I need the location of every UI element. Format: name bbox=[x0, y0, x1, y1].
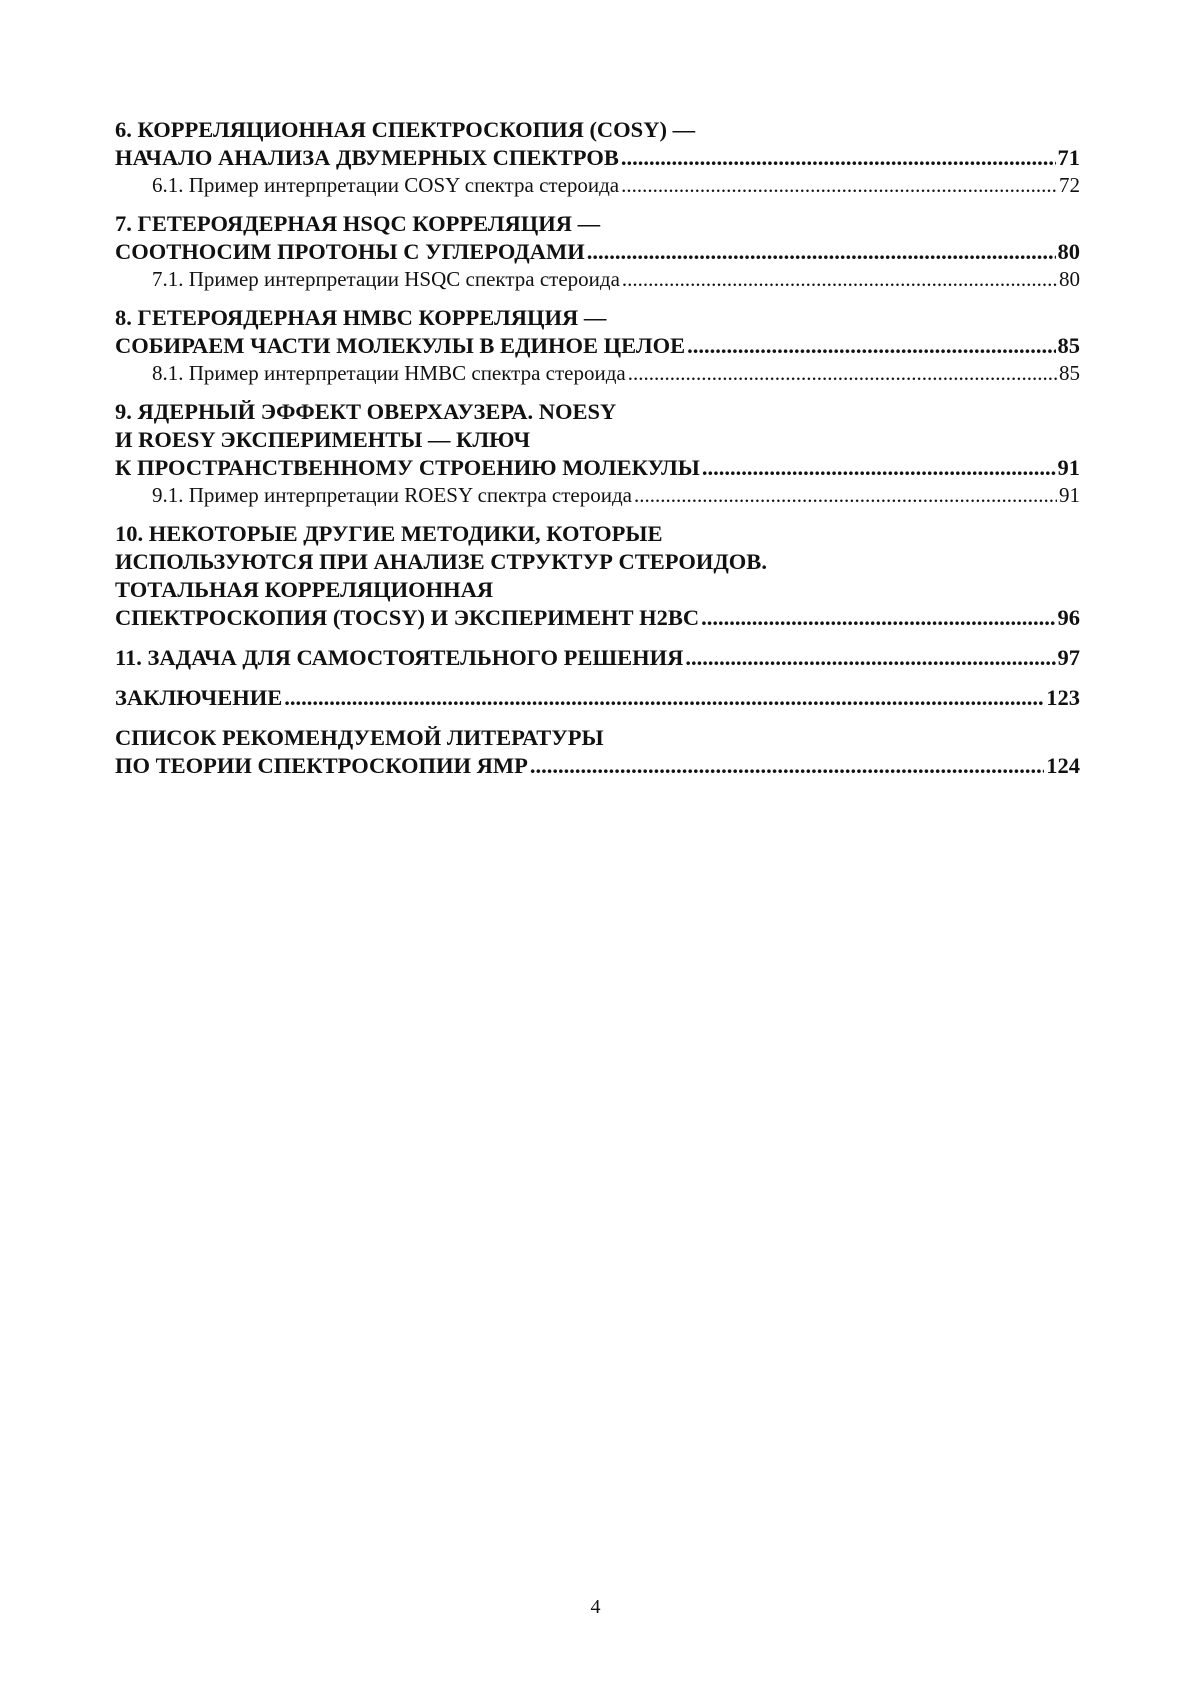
dot-leader bbox=[701, 604, 1055, 632]
toc-chapter-8-title-line-2[interactable] bbox=[115, 332, 1080, 360]
toc-section-6-1-title: 6.1. Пример интерпретации COSY спектра стероида bbox=[152, 173, 620, 197]
dot-leader bbox=[685, 644, 1055, 672]
toc-section-9-1[interactable] bbox=[115, 482, 1080, 508]
toc-chapter-10-page: 96 bbox=[1057, 605, 1080, 630]
toc-chapter-9-title-line-3[interactable] bbox=[115, 454, 1080, 482]
dot-leader bbox=[628, 360, 1057, 386]
toc-conclusion-title-line-1[interactable] bbox=[115, 684, 1080, 712]
toc-chapter-8-title-line-2-text: СОБИРАЕМ ЧАСТИ МОЛЕКУЛЫ В ЕДИНОЕ ЦЕЛОЕ bbox=[115, 333, 686, 358]
toc-section-8-1[interactable] bbox=[115, 360, 1080, 386]
toc-chapter-10-title-line-2-text: ИСПОЛЬЗУЮТСЯ ПРИ АНАЛИЗЕ СТРУКТУР СТЕРОИДОВ. bbox=[115, 549, 767, 574]
toc-chapter-6-title-line-2[interactable] bbox=[115, 144, 1080, 172]
toc-chapter-10-title-line-4-text: СПЕКТРОСКОПИЯ (TOCSY) И ЭКСПЕРИМЕНТ H2BC bbox=[115, 605, 700, 630]
toc-section-7-1[interactable] bbox=[115, 266, 1080, 292]
toc-entry-chapter-6 bbox=[115, 116, 1080, 198]
toc-entry-conclusion bbox=[115, 684, 1080, 712]
toc-entry-chapter-8 bbox=[115, 304, 1080, 386]
toc-chapter-11-title-line-1-text: 11. ЗАДАЧА ДЛЯ САМОСТОЯТЕЛЬНОГО РЕШЕНИЯ bbox=[115, 645, 684, 670]
toc-chapter-9-page: 91 bbox=[1057, 455, 1080, 480]
toc-section-7-1-page: 80 bbox=[1059, 267, 1080, 291]
toc-references-title-line-1 bbox=[115, 724, 1080, 752]
dot-leader bbox=[702, 454, 1056, 482]
toc-chapter-8-title-line-1 bbox=[115, 304, 1080, 332]
toc-section-6-1[interactable] bbox=[115, 172, 1080, 198]
toc-chapter-10-title-line-4[interactable] bbox=[115, 604, 1080, 632]
toc-section-8-1-title: 8.1. Пример интерпретации HMBC спектра стероида bbox=[152, 361, 626, 385]
toc-conclusion-title-text: ЗАКЛЮЧЕНИЕ bbox=[115, 685, 283, 710]
toc-entry-chapter-11 bbox=[115, 644, 1080, 672]
dot-leader bbox=[622, 266, 1057, 292]
table-of-contents bbox=[115, 116, 1080, 792]
toc-conclusion-page: 123 bbox=[1046, 685, 1080, 710]
toc-references-title-line-1-text: СПИСОК РЕКОМЕНДУЕМОЙ ЛИТЕРАТУРЫ bbox=[115, 725, 604, 750]
toc-chapter-10-title-line-3-text: ТОТАЛЬНАЯ КОРРЕЛЯЦИОННАЯ bbox=[115, 577, 494, 602]
toc-entry-chapter-7 bbox=[115, 210, 1080, 292]
toc-references-page: 124 bbox=[1046, 753, 1080, 778]
dot-leader bbox=[530, 752, 1044, 780]
toc-references-title-line-2[interactable] bbox=[115, 752, 1080, 780]
toc-chapter-10-title-line-1-text: 10. НЕКОТОРЫЕ ДРУГИЕ МЕТОДИКИ, КОТОРЫЕ bbox=[115, 521, 663, 546]
toc-references-title-line-2-text: ПО ТЕОРИИ СПЕКТРОСКОПИИ ЯМР bbox=[115, 753, 528, 778]
toc-chapter-6-page: 71 bbox=[1057, 145, 1080, 170]
toc-section-6-1-page: 72 bbox=[1059, 173, 1080, 197]
toc-chapter-7-title-line-2-text: СООТНОСИМ ПРОТОНЫ С УГЛЕРОДАМИ bbox=[115, 239, 585, 264]
toc-chapter-9-title-line-1 bbox=[115, 398, 1080, 426]
toc-chapter-9-title-line-3-text: К ПРОСТРАНСТВЕННОМУ СТРОЕНИЮ МОЛЕКУЛЫ bbox=[115, 455, 700, 480]
toc-chapter-10-title-line-1 bbox=[115, 520, 1080, 548]
toc-chapter-10-title-line-2 bbox=[115, 548, 1080, 576]
page-number: 4 bbox=[590, 1596, 601, 1618]
toc-chapter-8-title-line-1-text: 8. ГЕТЕРОЯДЕРНАЯ HMBC КОРРЕЛЯЦИЯ — bbox=[115, 305, 607, 330]
toc-chapter-7-title-line-2[interactable] bbox=[115, 238, 1080, 266]
toc-chapter-10-title-line-3 bbox=[115, 576, 1080, 604]
toc-chapter-11-title-line-1[interactable] bbox=[115, 644, 1080, 672]
toc-entry-references bbox=[115, 724, 1080, 780]
toc-chapter-9-title-line-2 bbox=[115, 426, 1080, 454]
toc-chapter-6-title-line-2-text: НАЧАЛО АНАЛИЗА ДВУМЕРНЫХ СПЕКТРОВ bbox=[115, 145, 619, 170]
toc-chapter-7-title-line-1 bbox=[115, 210, 1080, 238]
dot-leader bbox=[621, 144, 1056, 172]
toc-chapter-7-title-line-1-text: 7. ГЕТЕРОЯДЕРНАЯ HSQC КОРРЕЛЯЦИЯ — bbox=[115, 211, 601, 236]
toc-chapter-9-title-line-2-text: И ROESY ЭКСПЕРИМЕНТЫ — КЛЮЧ bbox=[115, 427, 531, 452]
dot-leader bbox=[621, 172, 1057, 198]
dot-leader bbox=[687, 332, 1055, 360]
toc-entry-chapter-10 bbox=[115, 520, 1080, 632]
toc-section-9-1-page: 91 bbox=[1059, 483, 1080, 507]
toc-section-7-1-title: 7.1. Пример интерпретации HSQC спектра стероида bbox=[152, 267, 620, 291]
dot-leader bbox=[634, 482, 1057, 508]
toc-section-9-1-title: 9.1. Пример интерпретации ROESY спектра стероида bbox=[152, 483, 632, 507]
toc-section-8-1-page: 85 bbox=[1059, 361, 1080, 385]
toc-chapter-6-title-line-1-text: 6. КОРРЕЛЯЦИОННАЯ СПЕКТРОСКОПИЯ (COSY) — bbox=[115, 117, 696, 142]
toc-chapter-8-page: 85 bbox=[1057, 333, 1080, 358]
toc-entry-chapter-9 bbox=[115, 398, 1080, 508]
toc-chapter-9-title-line-1-text: 9. ЯДЕРНЫЙ ЭФФЕКТ ОВЕРХАУЗЕРА. NOESY bbox=[115, 399, 617, 424]
toc-chapter-7-page: 80 bbox=[1057, 239, 1080, 264]
toc-chapter-6-title-line-1 bbox=[115, 116, 1080, 144]
toc-chapter-11-page: 97 bbox=[1057, 645, 1080, 670]
dot-leader bbox=[284, 684, 1044, 712]
dot-leader bbox=[587, 238, 1056, 266]
